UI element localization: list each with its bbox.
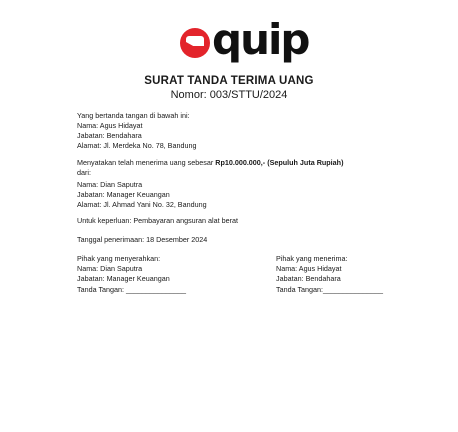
statement-amount: Rp10.000.000,- (Sepuluh Juta Rupiah) [215, 158, 344, 167]
receiver-signature: Tanda Tangan:_______________ [276, 285, 383, 294]
payer-name: Nama: Dian Saputra [77, 180, 143, 189]
statement-line [77, 158, 343, 167]
payer-address: Alamat: Jl. Ahmad Yani No. 32, Bandung [77, 200, 207, 209]
payer-position: Jabatan: Manager Keuangan [77, 190, 170, 199]
signer-address: Alamat: Jl. Merdeka No. 78, Bandung [77, 141, 197, 150]
giver-heading: Pihak yang menyerahkan: [77, 254, 161, 263]
signer-name: Nama: Agus Hidayat [77, 121, 143, 130]
statement-from: dari: [77, 168, 91, 177]
giver-position: Jabatan: Manager Keuangan [77, 274, 170, 283]
purpose-line: Untuk keperluan: Pembayaran angsuran alat berat [77, 216, 239, 225]
giver-name: Nama: Dian Saputra [77, 264, 143, 273]
signer-position: Jabatan: Bendahara [77, 131, 142, 140]
document-title: SURAT TANDA TERIMA UANG [144, 75, 314, 87]
giver-signature: Tanda Tangan: _______________ [77, 285, 186, 294]
receiver-name: Nama: Agus Hidayat [276, 264, 342, 273]
receipt-date: Tanggal penerimaan: 18 Desember 2024 [77, 235, 208, 244]
logo-e-mark [180, 28, 210, 58]
receiver-heading: Pihak yang menerima: [276, 254, 348, 263]
signer-intro: Yang bertanda tangan di bawah ini: [77, 111, 190, 120]
company-logo [180, 16, 308, 64]
receiver-position: Jabatan: Bendahara [276, 274, 341, 283]
logo-text: quip [212, 15, 309, 64]
statement-prefix: Menyatakan telah menerima uang sebesar [77, 158, 216, 167]
document-number: Nomor: 003/STTU/2024 [170, 89, 288, 101]
